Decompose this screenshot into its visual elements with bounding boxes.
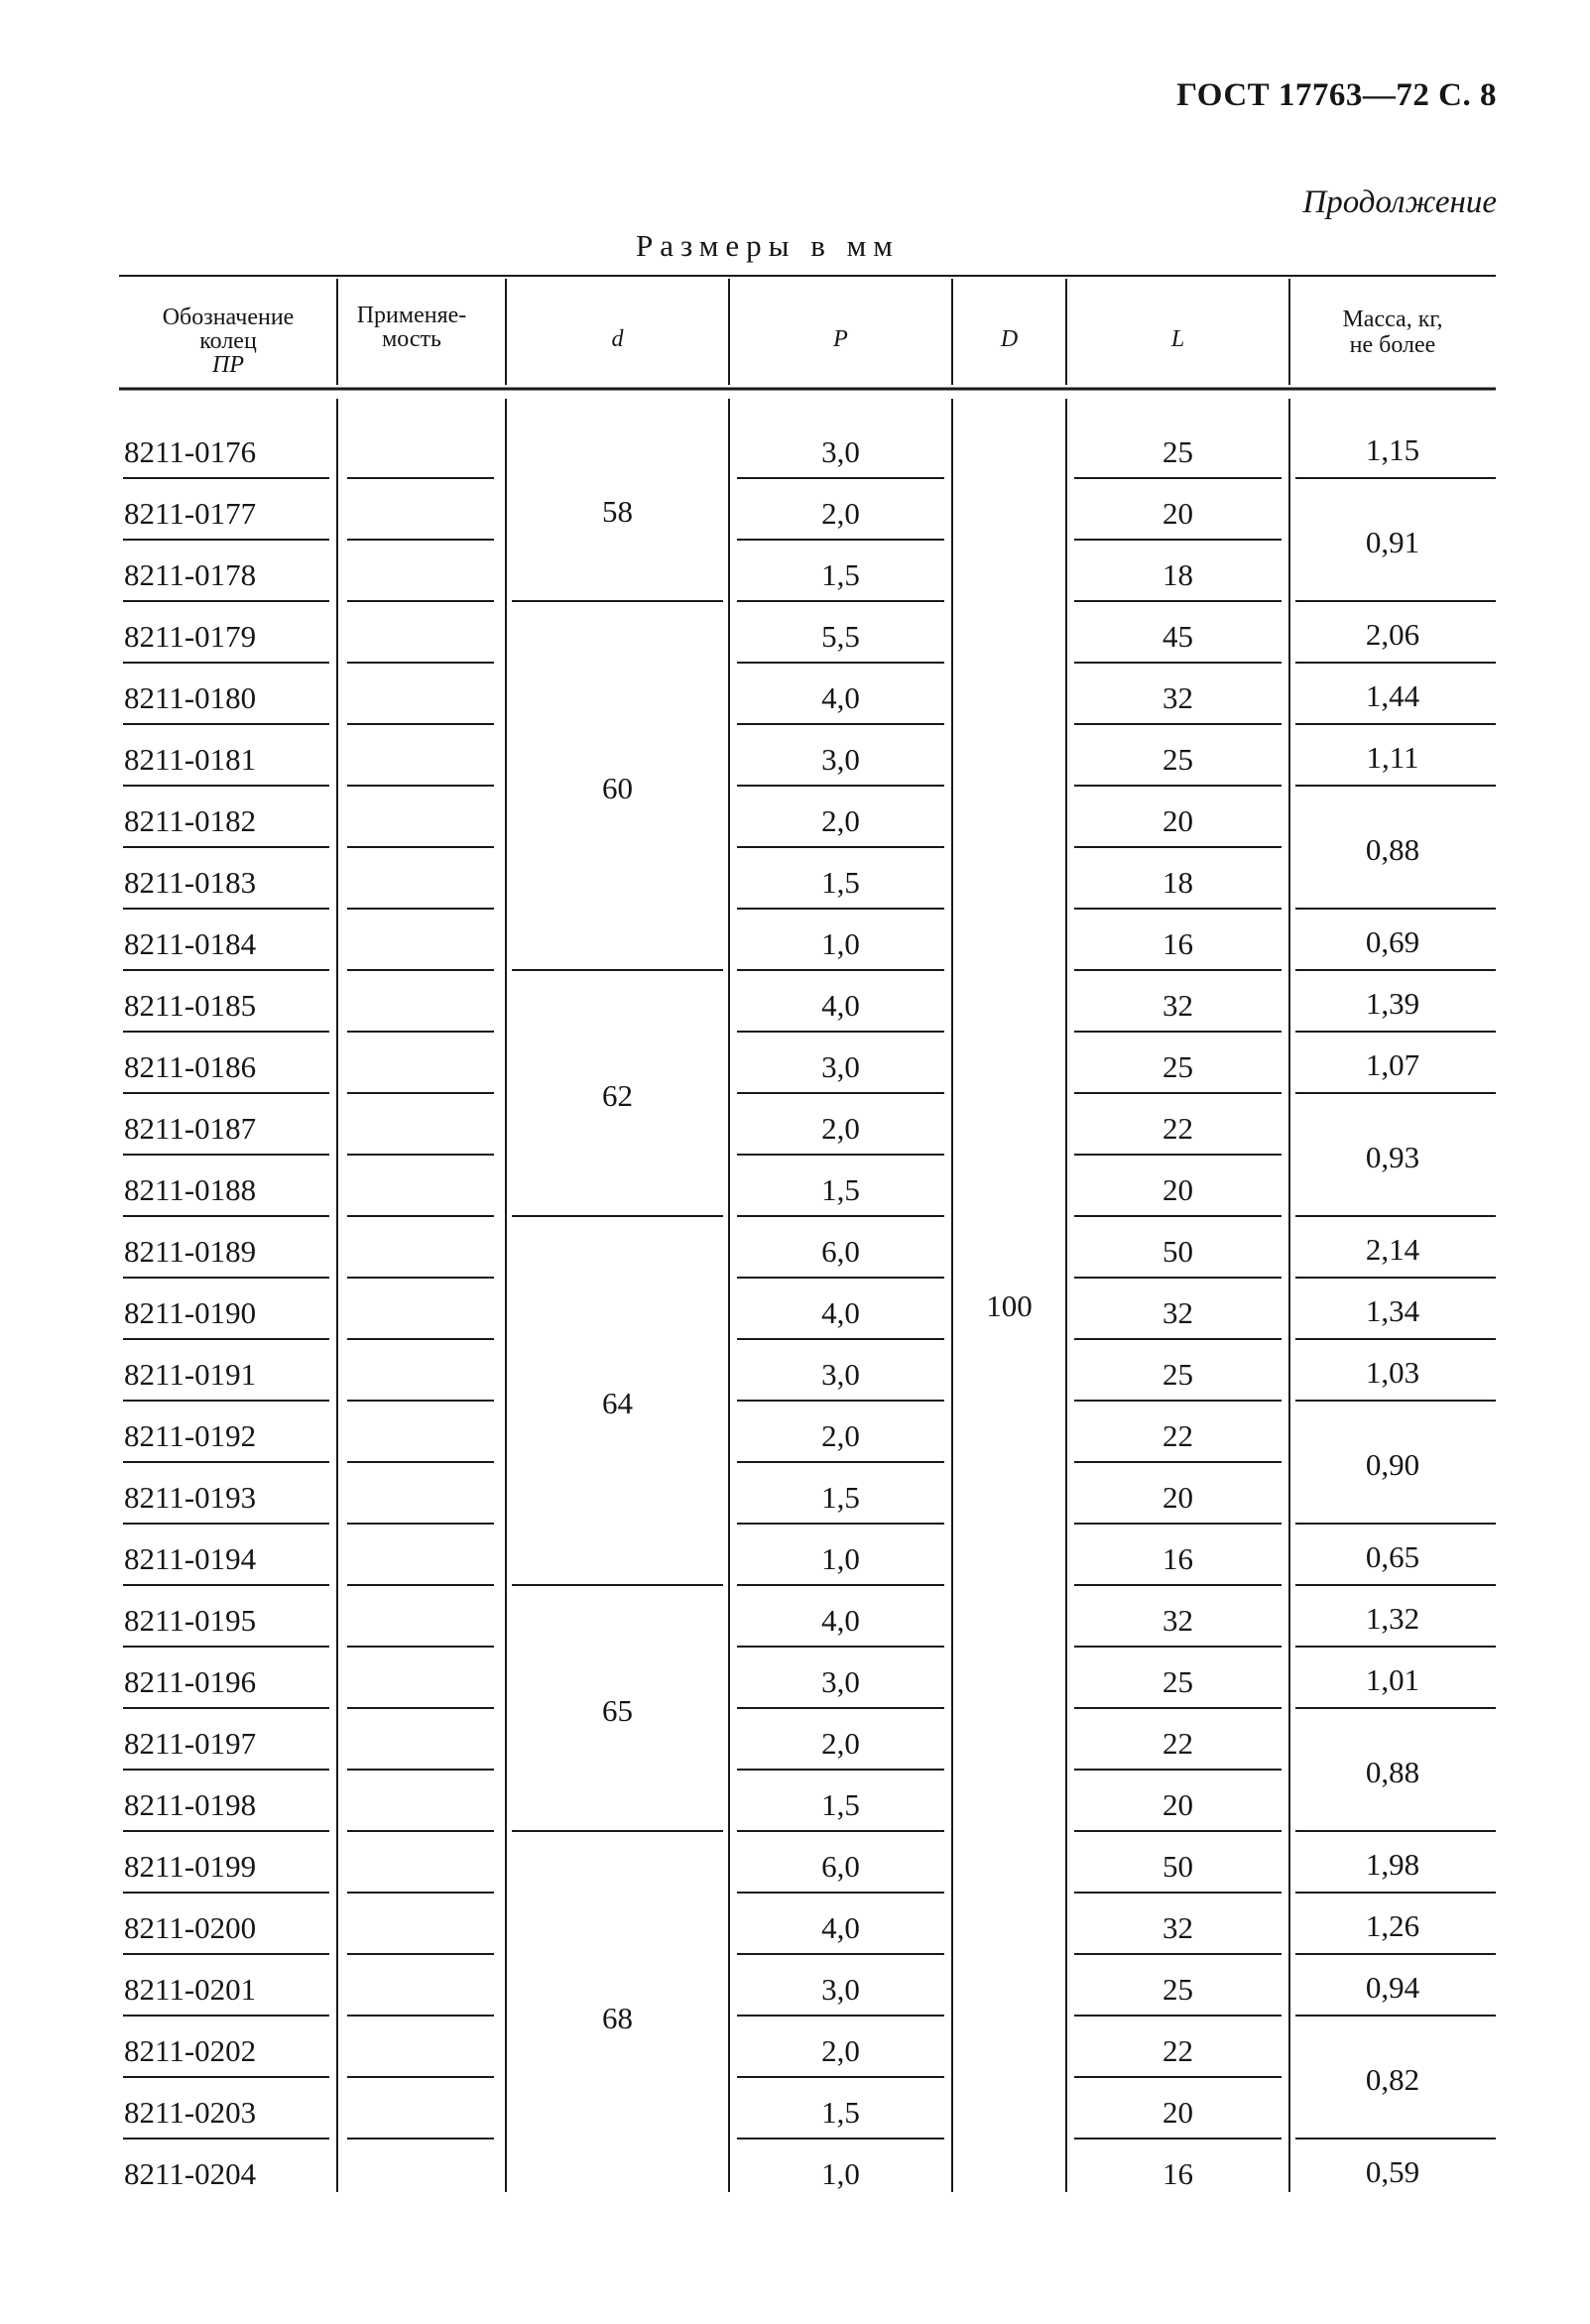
header-L: L <box>1170 326 1185 352</box>
pitch-P: 3,0 <box>821 1972 860 2007</box>
length-L: 16 <box>1162 926 1193 961</box>
mass-value: 1,34 <box>1365 1293 1420 1328</box>
length-L: 20 <box>1162 1480 1193 1515</box>
diameter-d: 60 <box>602 771 633 805</box>
mass-value: 2,14 <box>1365 1232 1420 1267</box>
length-L: 25 <box>1162 1357 1193 1392</box>
length-L: 50 <box>1162 1849 1193 1884</box>
mass-value: 1,44 <box>1365 678 1420 713</box>
diameter-d: 68 <box>602 2001 633 2035</box>
ring-designation: 8211-0187 <box>124 1111 257 1146</box>
header-applicability: мость <box>382 326 441 352</box>
mass-value: 0,88 <box>1365 832 1420 867</box>
length-L: 50 <box>1162 1234 1193 1269</box>
length-L: 20 <box>1162 1787 1193 1822</box>
mass-value: 1,01 <box>1365 1662 1420 1697</box>
length-L: 18 <box>1162 865 1193 900</box>
ring-designation: 8211-0184 <box>124 926 257 961</box>
diameter-d: 65 <box>602 1693 633 1728</box>
pitch-P: 4,0 <box>821 680 860 715</box>
mass-value: 0,94 <box>1365 1970 1420 2005</box>
ring-designation: 8211-0193 <box>124 1480 257 1515</box>
mass-value: 0,65 <box>1365 1539 1420 1574</box>
ring-designation: 8211-0200 <box>124 1910 257 1945</box>
mass-value: 0,88 <box>1365 1755 1420 1789</box>
length-L: 20 <box>1162 1172 1193 1207</box>
mass-value: 1,26 <box>1365 1908 1420 1943</box>
pitch-P: 1,5 <box>821 1172 860 1207</box>
ring-designation: 8211-0183 <box>124 865 257 900</box>
pitch-P: 2,0 <box>821 2033 860 2068</box>
pitch-P: 4,0 <box>821 988 860 1023</box>
ring-designation: 8211-0191 <box>124 1357 257 1392</box>
mass-value: 0,91 <box>1365 525 1420 559</box>
mass-value: 0,82 <box>1365 2062 1420 2097</box>
pitch-P: 1,5 <box>821 2095 860 2130</box>
ring-designation: 8211-0178 <box>124 557 257 592</box>
pitch-P: 3,0 <box>821 1664 860 1699</box>
length-L: 18 <box>1162 557 1193 592</box>
header-designation: ПР <box>212 352 244 378</box>
ring-designation: 8211-0192 <box>124 1418 257 1453</box>
ring-designation: 8211-0203 <box>124 2095 257 2130</box>
length-L: 32 <box>1162 1910 1193 1945</box>
mass-value: 1,15 <box>1365 432 1420 467</box>
pitch-P: 1,0 <box>821 926 860 961</box>
mass-value: 1,03 <box>1365 1355 1420 1390</box>
length-L: 20 <box>1162 803 1193 838</box>
pitch-P: 3,0 <box>821 434 860 469</box>
length-L: 20 <box>1162 2095 1193 2130</box>
ring-designation: 8211-0177 <box>124 496 257 531</box>
mass-value: 0,59 <box>1365 2154 1420 2189</box>
length-L: 22 <box>1162 2033 1193 2068</box>
header-mass: Масса, кг, <box>1342 306 1443 332</box>
ring-designation: 8211-0179 <box>124 619 257 654</box>
ring-designation: 8211-0186 <box>124 1049 257 1084</box>
pitch-P: 2,0 <box>821 1418 860 1453</box>
pitch-P: 6,0 <box>821 1234 860 1269</box>
length-L: 25 <box>1162 1664 1193 1699</box>
pitch-P: 2,0 <box>821 496 860 531</box>
pitch-P: 3,0 <box>821 1049 860 1084</box>
length-L: 25 <box>1162 434 1193 469</box>
length-L: 22 <box>1162 1418 1193 1453</box>
pitch-P: 2,0 <box>821 1111 860 1146</box>
pitch-P: 4,0 <box>821 1910 860 1945</box>
pitch-P: 3,0 <box>821 1357 860 1392</box>
mass-value: 0,69 <box>1365 924 1420 959</box>
ring-designation: 8211-0202 <box>124 2033 257 2068</box>
length-L: 25 <box>1162 742 1193 777</box>
diameter-d: 58 <box>602 494 633 529</box>
ring-designation: 8211-0194 <box>124 1541 257 1576</box>
diameter-d: 64 <box>602 1386 633 1420</box>
pitch-P: 1,5 <box>821 865 860 900</box>
header-designation: колец <box>199 328 257 354</box>
ring-designation: 8211-0182 <box>124 803 257 838</box>
ring-designation: 8211-0185 <box>124 988 257 1023</box>
length-L: 25 <box>1162 1972 1193 2007</box>
pitch-P: 1,5 <box>821 1787 860 1822</box>
length-L: 20 <box>1162 496 1193 531</box>
diameter-d: 62 <box>602 1078 633 1113</box>
ring-designation: 8211-0195 <box>124 1603 257 1638</box>
header-d: d <box>611 326 624 352</box>
ring-designation: 8211-0197 <box>124 1726 257 1761</box>
pitch-P: 2,0 <box>821 803 860 838</box>
mass-value: 1,98 <box>1365 1847 1420 1882</box>
ring-designation: 8211-0188 <box>124 1172 257 1207</box>
pitch-P: 1,0 <box>821 1541 860 1576</box>
dimensions-table <box>119 275 1496 2219</box>
length-L: 16 <box>1162 1541 1193 1576</box>
ring-designation: 8211-0198 <box>124 1787 257 1822</box>
units-caption: Размеры в мм <box>636 228 900 263</box>
ring-designation: 8211-0190 <box>124 1295 257 1330</box>
mass-value: 1,32 <box>1365 1601 1420 1636</box>
pitch-P: 3,0 <box>821 742 860 777</box>
mass-value: 0,93 <box>1365 1140 1420 1174</box>
length-L: 32 <box>1162 1603 1193 1638</box>
ring-designation: 8211-0204 <box>124 2156 257 2191</box>
ring-designation: 8211-0181 <box>124 742 257 777</box>
ring-designation: 8211-0180 <box>124 680 257 715</box>
header-D: D <box>1000 326 1019 352</box>
pitch-P: 4,0 <box>821 1295 860 1330</box>
length-L: 22 <box>1162 1726 1193 1761</box>
mass-value: 2,06 <box>1365 617 1420 652</box>
header-applicability: Применяе- <box>356 303 467 328</box>
length-L: 16 <box>1162 2156 1193 2191</box>
length-L: 32 <box>1162 680 1193 715</box>
length-L: 25 <box>1162 1049 1193 1084</box>
pitch-P: 5,5 <box>821 619 860 654</box>
length-L: 32 <box>1162 1295 1193 1330</box>
diameter-D: 100 <box>986 1288 1033 1323</box>
header-mass: не более <box>1349 332 1436 358</box>
mass-value: 1,07 <box>1365 1047 1420 1082</box>
mass-value: 1,39 <box>1365 986 1420 1021</box>
pitch-P: 1,5 <box>821 557 860 592</box>
pitch-P: 6,0 <box>821 1849 860 1884</box>
header-P: P <box>833 326 848 352</box>
header-designation: Обозначение <box>162 305 295 330</box>
mass-value: 1,11 <box>1366 740 1419 775</box>
ring-designation: 8211-0196 <box>124 1664 257 1699</box>
ring-designation: 8211-0189 <box>124 1234 257 1269</box>
ring-designation: 8211-0201 <box>124 1972 257 2007</box>
pitch-P: 1,5 <box>821 1480 860 1515</box>
mass-value: 0,90 <box>1365 1447 1420 1482</box>
ring-designation: 8211-0199 <box>124 1849 257 1884</box>
length-L: 45 <box>1162 619 1193 654</box>
length-L: 32 <box>1162 988 1193 1023</box>
pitch-P: 2,0 <box>821 1726 860 1761</box>
ring-designation: 8211-0176 <box>124 434 257 469</box>
length-L: 22 <box>1162 1111 1193 1146</box>
page-header: ГОСТ 17763—72 С. 8 <box>1176 77 1497 113</box>
pitch-P: 1,0 <box>821 2156 860 2191</box>
continuation-label: Продолжение <box>1302 184 1497 220</box>
table-grid <box>119 275 1496 2219</box>
pitch-P: 4,0 <box>821 1603 860 1638</box>
